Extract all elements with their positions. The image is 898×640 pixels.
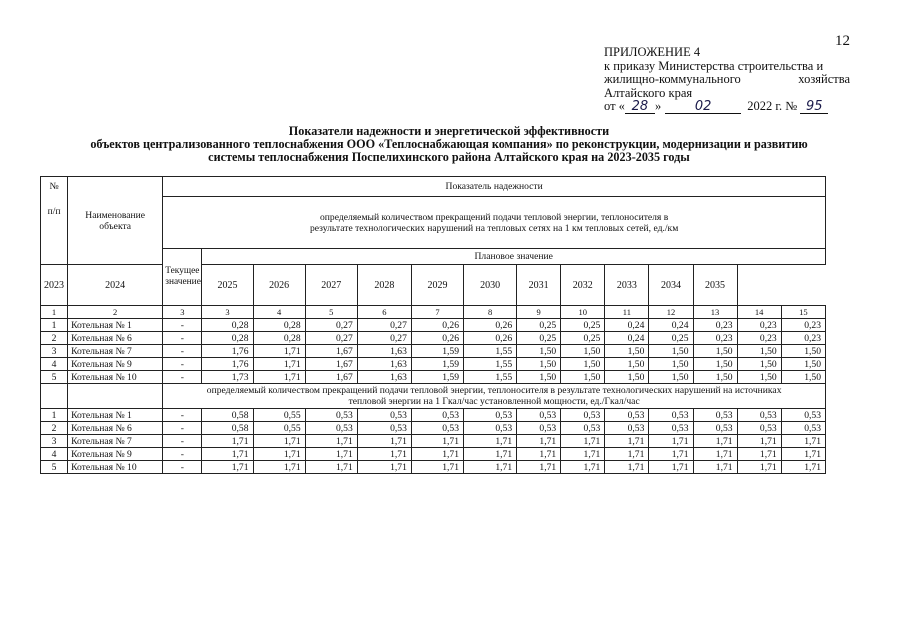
planned-value: 1,50 (517, 371, 561, 384)
col-name-header: Наименование объекта (68, 177, 163, 265)
col-no-label: п/п (47, 206, 61, 217)
planned-value: 1,67 (305, 358, 357, 371)
planned-value: 0,53 (649, 409, 693, 422)
planned-value: 1,50 (605, 358, 649, 371)
year-header: 2025 (202, 265, 253, 306)
planned-value: 0,53 (305, 409, 357, 422)
handwritten-number: 95 (800, 101, 828, 114)
planned-value: 1,63 (357, 371, 411, 384)
planned-value: 1,71 (561, 435, 605, 448)
planned-value: 1,71 (357, 435, 411, 448)
current-value: - (163, 345, 202, 358)
planned-value: 0,28 (253, 332, 305, 345)
row-number: 5 (41, 371, 68, 384)
planned-value: 0,55 (253, 409, 305, 422)
year-header: 2035 (693, 265, 737, 306)
planned-value: 1,71 (253, 345, 305, 358)
current-value: - (163, 358, 202, 371)
planned-value: 1,71 (202, 448, 253, 461)
year-header: 2026 (253, 265, 305, 306)
appendix-line: к приказу Министерства строительства и (604, 58, 824, 73)
col-current-header: Текущее значение (163, 249, 202, 306)
planned-value: 1,59 (411, 345, 463, 358)
planned-value: 1,71 (305, 435, 357, 448)
current-value: - (163, 371, 202, 384)
planned-value: 0,53 (411, 422, 463, 435)
planned-value: 1,71 (253, 358, 305, 371)
column-index: 11 (605, 306, 649, 319)
empty-cell (68, 384, 163, 409)
section2-header-row (41, 384, 826, 409)
planned-value: 1,55 (464, 371, 517, 384)
planned-value: 1,50 (605, 345, 649, 358)
planned-value: 0,23 (737, 319, 781, 332)
planned-value: 0,53 (561, 422, 605, 435)
planned-value: 1,67 (305, 371, 357, 384)
planned-value: 1,55 (464, 345, 517, 358)
planned-value: 1,71 (605, 435, 649, 448)
planned-value: 1,71 (517, 435, 561, 448)
planned-value: 1,71 (411, 448, 463, 461)
object-name: Котельная № 10 (68, 461, 163, 474)
planned-value: 0,23 (693, 332, 737, 345)
column-index: 6 (357, 306, 411, 319)
year-header: 2031 (517, 265, 561, 306)
planned-value: 0,24 (605, 332, 649, 345)
planned-value: 0,58 (202, 409, 253, 422)
planned-value: 0,25 (561, 332, 605, 345)
planned-value: 1,71 (649, 461, 693, 474)
object-name: Котельная № 6 (68, 332, 163, 345)
planned-value: 0,26 (464, 332, 517, 345)
page-number: 12 (835, 33, 850, 49)
title-line: объектов централизованного теплоснабжения ООО «Теплоснабжающая компания» по реконструкции, модернизации и развитию (90, 137, 808, 151)
table-row (41, 409, 826, 422)
planned-value: 1,71 (605, 448, 649, 461)
appendix-title: ПРИЛОЖЕНИЕ 4 (604, 45, 701, 59)
planned-value: 0,25 (517, 332, 561, 345)
current-value: - (163, 461, 202, 474)
order-year: 2022 г. № (747, 99, 798, 113)
handwritten-day: 28 (625, 101, 655, 114)
column-index: 14 (737, 306, 781, 319)
table-row (41, 461, 826, 474)
planned-value: 1,71 (693, 435, 737, 448)
planned-value: 1,63 (357, 358, 411, 371)
planned-value: 0,53 (464, 422, 517, 435)
row-number: 4 (41, 358, 68, 371)
planned-value: 1,50 (649, 345, 693, 358)
planned-value: 0,28 (253, 319, 305, 332)
column-index: 8 (464, 306, 517, 319)
column-index: 10 (561, 306, 605, 319)
planned-value: 1,50 (649, 371, 693, 384)
planned-value: 0,23 (781, 319, 825, 332)
section2-header: определяемый количеством прекращений подачи тепловой энергии, теплоносителя в результате технологических нарушений на источниках тепловой энергии на 1 Гкал/час установленной мощности, ед./Гкал/час (163, 384, 826, 409)
planned-value: 1,71 (781, 448, 825, 461)
planned-value: 1,71 (202, 461, 253, 474)
date-prefix: от « (604, 99, 625, 113)
column-index-row (41, 306, 826, 319)
column-index: 15 (781, 306, 825, 319)
planned-value: 1,76 (202, 358, 253, 371)
planned-value: 0,27 (357, 332, 411, 345)
current-value: - (163, 448, 202, 461)
planned-value: 1,71 (605, 461, 649, 474)
row-number: 3 (41, 435, 68, 448)
planned-value: 1,71 (357, 461, 411, 474)
planned-value: 1,71 (411, 435, 463, 448)
planned-value: 0,53 (561, 409, 605, 422)
planned-value: 0,53 (737, 409, 781, 422)
planned-value: 1,50 (649, 358, 693, 371)
planned-value: 1,71 (517, 461, 561, 474)
col-no-header (41, 177, 68, 265)
planned-value: 0,53 (605, 422, 649, 435)
planned-value: 1,71 (305, 461, 357, 474)
column-index: 3 (163, 306, 202, 319)
planned-value: 1,50 (781, 358, 825, 371)
planned-value: 1,67 (305, 345, 357, 358)
object-name: Котельная № 9 (68, 448, 163, 461)
planned-value: 1,71 (649, 435, 693, 448)
section1-header: определяемый количеством прекращений подачи тепловой энергии, теплоносителя в результате технологических нарушений на тепловых сетях на 1 км тепловых сетей, ед./км (163, 197, 826, 249)
planned-value: 0,53 (649, 422, 693, 435)
column-index: 9 (517, 306, 561, 319)
planned-value: 1,71 (649, 448, 693, 461)
planned-value: 1,73 (202, 371, 253, 384)
year-header: 2034 (649, 265, 693, 306)
planned-value: 1,50 (517, 345, 561, 358)
planned-value: 1,71 (305, 448, 357, 461)
planned-value: 1,71 (253, 371, 305, 384)
table-row (41, 371, 826, 384)
table-row (41, 422, 826, 435)
object-name: Котельная № 1 (68, 319, 163, 332)
planned-value: 1,50 (781, 345, 825, 358)
planned-value: 0,25 (649, 332, 693, 345)
planned-value: 0,28 (202, 332, 253, 345)
planned-value: 1,71 (253, 448, 305, 461)
planned-value: 0,53 (517, 422, 561, 435)
current-value: - (163, 319, 202, 332)
table-row (41, 358, 826, 371)
year-header: 2033 (605, 265, 649, 306)
current-value: - (163, 435, 202, 448)
planned-value: 0,53 (357, 409, 411, 422)
year-header: 2023 (41, 265, 68, 306)
planned-value: 0,53 (357, 422, 411, 435)
title-line: Показатели надежности и энергетической эффективности (288, 124, 610, 138)
planned-value: 0,27 (305, 332, 357, 345)
planned-value: 1,50 (781, 371, 825, 384)
planned-value: 0,26 (411, 332, 463, 345)
current-value: - (163, 422, 202, 435)
planned-value: 0,23 (737, 332, 781, 345)
planned-value: 0,53 (305, 422, 357, 435)
appendix-text: жилищно-коммунального (604, 72, 741, 86)
indicator-header: Показатель надежности (163, 177, 826, 197)
row-number: 2 (41, 332, 68, 345)
planned-value: 0,24 (649, 319, 693, 332)
reliability-table (40, 176, 826, 474)
empty-cell (41, 384, 68, 409)
year-header: 2029 (411, 265, 463, 306)
current-value: - (163, 332, 202, 345)
planned-value: 1,50 (693, 345, 737, 358)
planned-value: 0,53 (411, 409, 463, 422)
planned-value: 0,27 (305, 319, 357, 332)
column-index: 2 (68, 306, 163, 319)
row-number: 4 (41, 448, 68, 461)
object-name: Котельная № 10 (68, 371, 163, 384)
planned-value: 1,71 (411, 461, 463, 474)
planned-value: 0,28 (202, 319, 253, 332)
planned-value: 1,59 (411, 358, 463, 371)
planned-value: 1,71 (253, 435, 305, 448)
planned-value: 0,53 (737, 422, 781, 435)
planned-value: 1,71 (781, 461, 825, 474)
planned-value: 0,53 (693, 422, 737, 435)
planned-value: 0,53 (464, 409, 517, 422)
column-index: 12 (649, 306, 693, 319)
planned-value: 0,25 (517, 319, 561, 332)
planned-value: 1,50 (737, 358, 781, 371)
row-number: 1 (41, 409, 68, 422)
planned-value: 1,76 (202, 345, 253, 358)
planned-value: 0,53 (781, 409, 825, 422)
planned-value: 1,50 (517, 358, 561, 371)
years-row (41, 265, 826, 306)
planned-value: 0,53 (605, 409, 649, 422)
column-index: 13 (693, 306, 737, 319)
column-index: 1 (41, 306, 68, 319)
planned-value: 1,71 (561, 461, 605, 474)
planned-value: 0,53 (517, 409, 561, 422)
planned-value: 1,71 (737, 448, 781, 461)
document-title (0, 125, 898, 164)
row-number: 3 (41, 345, 68, 358)
planned-value: 0,23 (693, 319, 737, 332)
date-mid: » (654, 99, 662, 113)
planned-value: 1,71 (464, 435, 517, 448)
column-index: 5 (305, 306, 357, 319)
planned-value: 1,50 (605, 371, 649, 384)
col-no-label: № (49, 181, 59, 192)
column-index: 4 (253, 306, 305, 319)
object-name: Котельная № 6 (68, 422, 163, 435)
planned-value: 1,71 (464, 461, 517, 474)
planned-value: 0,58 (202, 422, 253, 435)
planned-value: 0,24 (605, 319, 649, 332)
appendix-text: хозяйства (798, 72, 850, 86)
planned-header: Плановое значение (202, 249, 826, 265)
planned-value: 1,50 (561, 358, 605, 371)
planned-value: 1,71 (357, 448, 411, 461)
handwritten-month: 02 (665, 101, 741, 114)
year-header: 2028 (357, 265, 411, 306)
table-row (41, 332, 826, 345)
column-index: 7 (411, 306, 463, 319)
planned-value: 1,71 (693, 461, 737, 474)
year-header: 2024 (68, 265, 163, 306)
planned-value: 1,50 (737, 345, 781, 358)
column-index: 3 (202, 306, 253, 319)
year-header: 2032 (561, 265, 605, 306)
planned-value: 1,50 (693, 371, 737, 384)
row-number: 5 (41, 461, 68, 474)
year-header: 2030 (464, 265, 517, 306)
planned-value: 1,50 (737, 371, 781, 384)
object-name: Котельная № 9 (68, 358, 163, 371)
row-number: 2 (41, 422, 68, 435)
planned-value: 1,71 (737, 461, 781, 474)
row-number: 1 (41, 319, 68, 332)
table-row (41, 345, 826, 358)
table-row (41, 319, 826, 332)
appendix-header (604, 46, 850, 114)
appendix-line (604, 73, 850, 87)
planned-value: 0,26 (411, 319, 463, 332)
title-line: системы теплоснабжения Поспелихинского района Алтайского края на 2023-2035 годы (208, 150, 690, 164)
planned-value: 0,53 (693, 409, 737, 422)
year-header: 2027 (305, 265, 357, 306)
planned-value: 1,71 (737, 435, 781, 448)
planned-value: 1,50 (693, 358, 737, 371)
planned-value: 1,59 (411, 371, 463, 384)
planned-value: 0,27 (357, 319, 411, 332)
object-name: Котельная № 1 (68, 409, 163, 422)
planned-value: 1,71 (693, 448, 737, 461)
planned-value: 1,71 (517, 448, 561, 461)
planned-value: 0,26 (464, 319, 517, 332)
planned-value: 1,71 (464, 448, 517, 461)
planned-value: 1,50 (561, 345, 605, 358)
object-name: Котельная № 7 (68, 435, 163, 448)
planned-value: 1,71 (781, 435, 825, 448)
current-value: - (163, 409, 202, 422)
planned-value: 1,55 (464, 358, 517, 371)
planned-value: 0,53 (781, 422, 825, 435)
planned-value: 1,71 (202, 435, 253, 448)
planned-value: 1,50 (561, 371, 605, 384)
table-row (41, 448, 826, 461)
appendix-line: Алтайского края (604, 85, 693, 100)
planned-value: 0,23 (781, 332, 825, 345)
planned-value: 0,25 (561, 319, 605, 332)
object-name: Котельная № 7 (68, 345, 163, 358)
planned-value: 0,55 (253, 422, 305, 435)
order-date-line (604, 100, 850, 114)
planned-value: 1,63 (357, 345, 411, 358)
planned-value: 1,71 (253, 461, 305, 474)
table-row (41, 435, 826, 448)
planned-value: 1,71 (561, 448, 605, 461)
